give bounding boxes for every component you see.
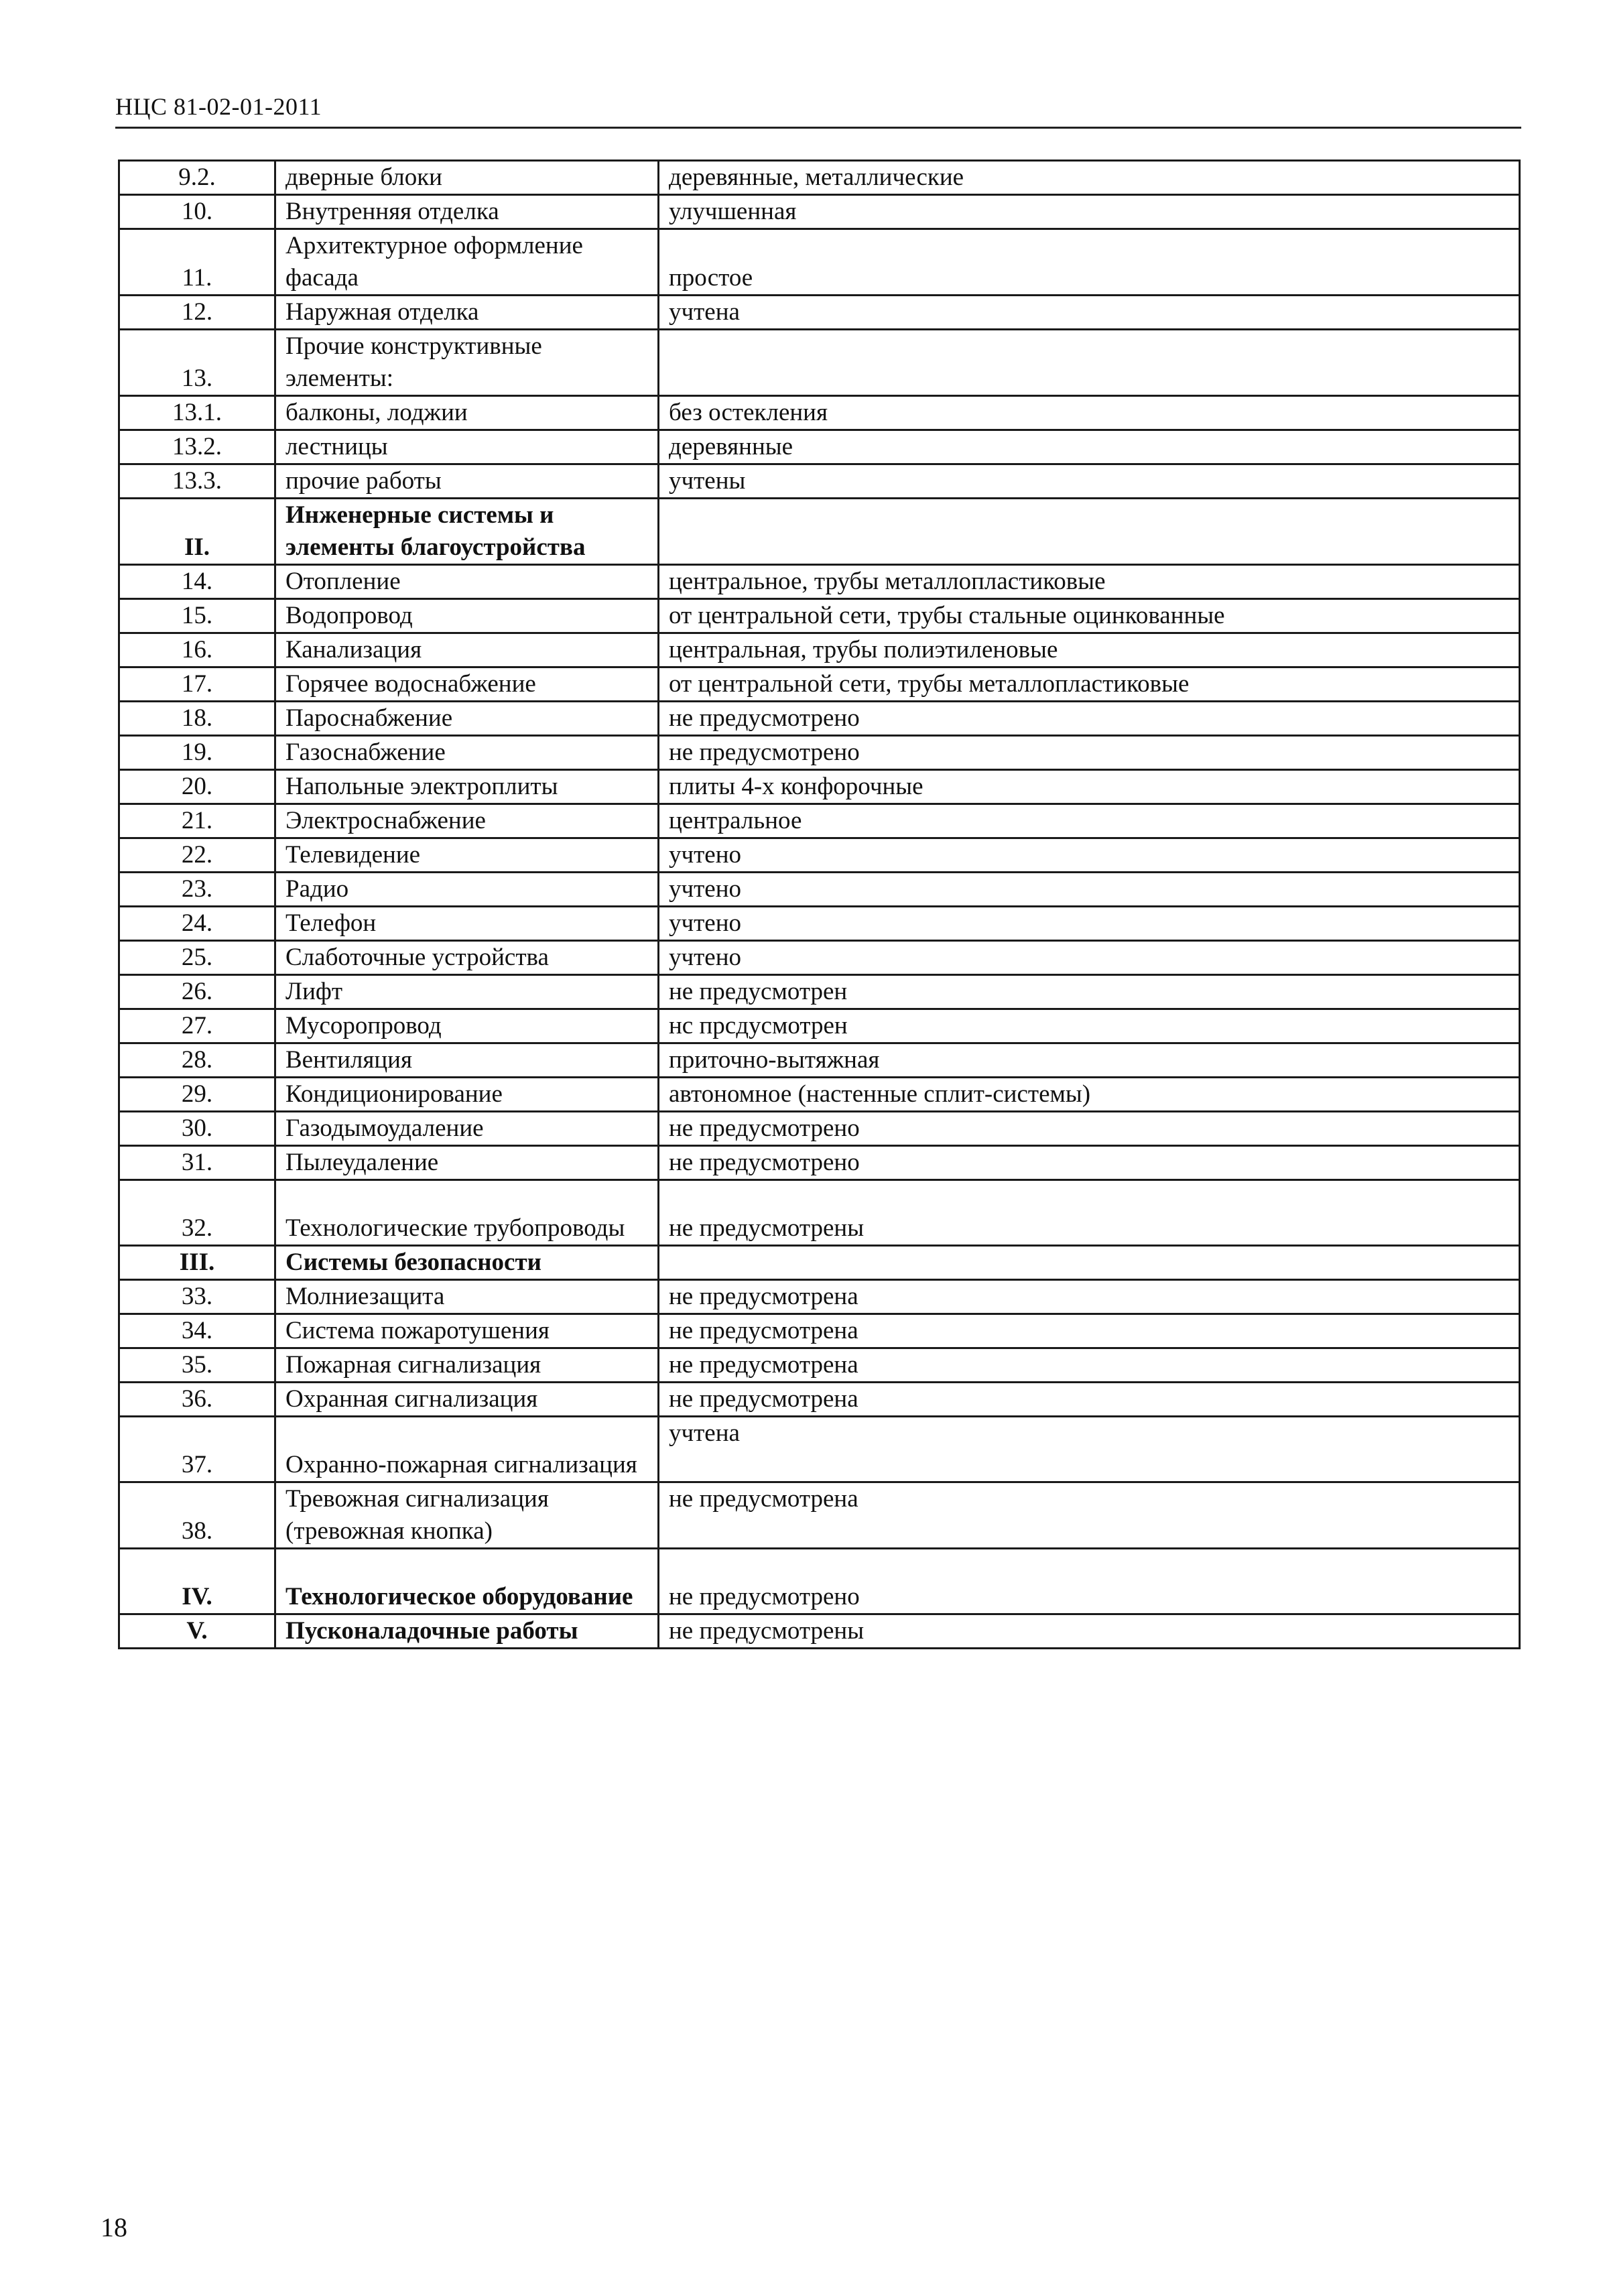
row-value-cell: улучшенная	[659, 195, 1520, 229]
table-row	[119, 1549, 1520, 1614]
row-name-cell: Радио	[275, 873, 659, 907]
table-row	[119, 1009, 1520, 1043]
row-number-cell: 26.	[119, 975, 275, 1009]
table-row	[119, 838, 1520, 873]
row-number-cell: 15.	[119, 599, 275, 633]
row-name-cell: Пароснабжение	[275, 702, 659, 736]
document-code-header: НЦС 81-02-01-2011	[115, 93, 322, 120]
row-name-cell: Кондиционирование	[275, 1078, 659, 1112]
row-number-cell: 38.	[119, 1482, 275, 1549]
row-value-cell	[659, 499, 1520, 565]
row-name-cell: Пусконаладочные работы	[275, 1614, 659, 1649]
table-row	[119, 1246, 1520, 1280]
row-value-cell: деревянные, металлические	[659, 161, 1520, 195]
table-row	[119, 1180, 1520, 1246]
row-number-cell: 21.	[119, 804, 275, 838]
table-row	[119, 430, 1520, 464]
row-value-cell: учтено	[659, 907, 1520, 941]
row-number-cell: 27.	[119, 1009, 275, 1043]
row-name-cell: Газодымоудаление	[275, 1112, 659, 1146]
row-value-cell: не предусмотрены	[659, 1180, 1520, 1246]
row-value-cell: не предусмотрено	[659, 702, 1520, 736]
row-value-cell: приточно-вытяжная	[659, 1043, 1520, 1078]
row-value-cell	[659, 330, 1520, 396]
row-number-cell: 36.	[119, 1383, 275, 1417]
row-name-cell: Технологические трубопроводы	[275, 1180, 659, 1246]
row-name-cell: Канализация	[275, 633, 659, 667]
row-value-cell: от центральной сети, трубы металлопластиковые	[659, 667, 1520, 702]
table-row	[119, 1417, 1520, 1482]
table-row	[119, 464, 1520, 499]
table-row	[119, 161, 1520, 195]
row-number-cell: 13.2.	[119, 430, 275, 464]
row-number-cell: 9.2.	[119, 161, 275, 195]
row-number-cell: 17.	[119, 667, 275, 702]
table-row	[119, 396, 1520, 430]
row-name-cell: Напольные электроплиты	[275, 770, 659, 804]
row-number-cell: 28.	[119, 1043, 275, 1078]
table-row	[119, 633, 1520, 667]
row-number-cell: 37.	[119, 1417, 275, 1482]
row-value-cell: не предусмотрено	[659, 1146, 1520, 1180]
row-value-cell: не предусмотрена	[659, 1280, 1520, 1314]
table-row	[119, 1482, 1520, 1549]
row-name-cell: лестницы	[275, 430, 659, 464]
table-row	[119, 1280, 1520, 1314]
table-row	[119, 499, 1520, 565]
row-number-cell: 13.1.	[119, 396, 275, 430]
table-row	[119, 941, 1520, 975]
row-number-cell: 33.	[119, 1280, 275, 1314]
row-name-cell: Система пожаротушения	[275, 1314, 659, 1348]
row-name-cell: Телевидение	[275, 838, 659, 873]
row-value-cell: не предусмотрена	[659, 1383, 1520, 1417]
specification-table-body	[119, 161, 1520, 1649]
row-name-cell: Слаботочные устройства	[275, 941, 659, 975]
specification-table	[118, 160, 1521, 1649]
row-value-cell: простое	[659, 229, 1520, 296]
row-number-cell: 32.	[119, 1180, 275, 1246]
table-row	[119, 599, 1520, 633]
table-row	[119, 229, 1520, 296]
table-row	[119, 702, 1520, 736]
row-name-cell: Лифт	[275, 975, 659, 1009]
table-row	[119, 667, 1520, 702]
table-row	[119, 1043, 1520, 1078]
table-row	[119, 1146, 1520, 1180]
table-row	[119, 975, 1520, 1009]
row-value-cell: не предусмотрена	[659, 1482, 1520, 1549]
row-value-cell: центральное	[659, 804, 1520, 838]
row-number-cell: 13.	[119, 330, 275, 396]
row-value-cell: центральная, трубы полиэтиленовые	[659, 633, 1520, 667]
row-number-cell: III.	[119, 1246, 275, 1280]
row-number-cell: 35.	[119, 1348, 275, 1383]
row-name-cell: Электроснабжение	[275, 804, 659, 838]
row-name-cell: Наружная отделка	[275, 296, 659, 330]
row-number-cell: 29.	[119, 1078, 275, 1112]
table-row	[119, 1348, 1520, 1383]
row-name-cell: Охранно-пожарная сигнализация	[275, 1417, 659, 1482]
row-name-cell: прочие работы	[275, 464, 659, 499]
row-number-cell: 16.	[119, 633, 275, 667]
table-row	[119, 1614, 1520, 1649]
row-number-cell: 14.	[119, 565, 275, 599]
row-value-cell: не предусмотрено	[659, 1112, 1520, 1146]
row-name-cell: Газоснабжение	[275, 736, 659, 770]
row-value-cell: не предусмотрена	[659, 1348, 1520, 1383]
table-row	[119, 195, 1520, 229]
row-value-cell: плиты 4-х конфорочные	[659, 770, 1520, 804]
table-row	[119, 1078, 1520, 1112]
row-name-cell: Горячее водоснабжение	[275, 667, 659, 702]
row-value-cell: учтено	[659, 941, 1520, 975]
table-row	[119, 770, 1520, 804]
row-value-cell: автономное (настенные сплит-системы)	[659, 1078, 1520, 1112]
row-name-cell: Вентиляция	[275, 1043, 659, 1078]
row-value-cell: от центральной сети, трубы стальные оцинкованные	[659, 599, 1520, 633]
table-row	[119, 1112, 1520, 1146]
row-value-cell: учтена	[659, 296, 1520, 330]
row-number-cell: 19.	[119, 736, 275, 770]
row-name-cell: Мусоропровод	[275, 1009, 659, 1043]
row-number-cell: IV.	[119, 1549, 275, 1614]
row-number-cell: 30.	[119, 1112, 275, 1146]
row-name-cell: балконы, лоджии	[275, 396, 659, 430]
row-number-cell: 13.3.	[119, 464, 275, 499]
row-value-cell: учтены	[659, 464, 1520, 499]
table-row	[119, 804, 1520, 838]
row-value-cell: не предусмотрены	[659, 1614, 1520, 1649]
row-number-cell: V.	[119, 1614, 275, 1649]
table-row	[119, 1383, 1520, 1417]
row-name-cell: Инженерные системы и элементы благоустройства	[275, 499, 659, 565]
table-row	[119, 565, 1520, 599]
row-name-cell: Архитектурное оформление фасада	[275, 229, 659, 296]
row-value-cell: учтено	[659, 873, 1520, 907]
row-number-cell: 34.	[119, 1314, 275, 1348]
row-value-cell: не предусмотрен	[659, 975, 1520, 1009]
row-name-cell: Тревожная сигнализация (тревожная кнопка)	[275, 1482, 659, 1549]
row-value-cell: не предусмотрено	[659, 736, 1520, 770]
table-row	[119, 1314, 1520, 1348]
row-number-cell: 31.	[119, 1146, 275, 1180]
row-number-cell: 22.	[119, 838, 275, 873]
row-value-cell: не предусмотрено	[659, 1549, 1520, 1614]
row-name-cell: Водопровод	[275, 599, 659, 633]
row-value-cell: учтена	[659, 1417, 1520, 1482]
row-number-cell: 10.	[119, 195, 275, 229]
row-name-cell: дверные блоки	[275, 161, 659, 195]
row-value-cell: нс прсдусмотрен	[659, 1009, 1520, 1043]
row-number-cell: 25.	[119, 941, 275, 975]
row-name-cell: Телефон	[275, 907, 659, 941]
row-name-cell: Пылеудаление	[275, 1146, 659, 1180]
header-divider	[115, 127, 1521, 129]
row-number-cell: II.	[119, 499, 275, 565]
row-value-cell: не предусмотрена	[659, 1314, 1520, 1348]
row-value-cell: центральное, трубы металлопластиковые	[659, 565, 1520, 599]
row-value-cell: учтено	[659, 838, 1520, 873]
row-number-cell: 20.	[119, 770, 275, 804]
row-name-cell: Прочие конструктивные элементы:	[275, 330, 659, 396]
row-number-cell: 24.	[119, 907, 275, 941]
row-name-cell: Пожарная сигнализация	[275, 1348, 659, 1383]
table-row	[119, 907, 1520, 941]
row-value-cell: без остекления	[659, 396, 1520, 430]
table-row	[119, 296, 1520, 330]
row-number-cell: 23.	[119, 873, 275, 907]
row-number-cell: 12.	[119, 296, 275, 330]
table-row	[119, 736, 1520, 770]
row-name-cell: Молниезащита	[275, 1280, 659, 1314]
table-row	[119, 873, 1520, 907]
row-name-cell: Системы безопасности	[275, 1246, 659, 1280]
row-name-cell: Отопление	[275, 565, 659, 599]
page-number: 18	[101, 2212, 127, 2242]
row-name-cell: Охранная сигнализация	[275, 1383, 659, 1417]
row-number-cell: 18.	[119, 702, 275, 736]
row-name-cell: Внутренняя отделка	[275, 195, 659, 229]
row-number-cell: 11.	[119, 229, 275, 296]
row-value-cell	[659, 1246, 1520, 1280]
row-name-cell: Технологическое оборудование	[275, 1549, 659, 1614]
table-row	[119, 330, 1520, 396]
row-value-cell: деревянные	[659, 430, 1520, 464]
